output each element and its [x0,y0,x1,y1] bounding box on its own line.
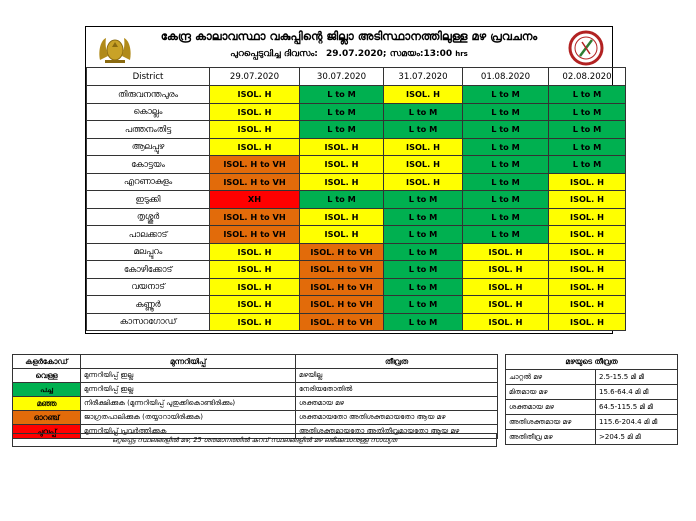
date-column-header: 02.08.2020 [549,68,626,86]
table-row [87,313,626,331]
district-name: പാലക്കാട് [87,226,210,244]
forecast-cell: L to M [384,226,463,244]
intensity-label: മിതമായ മഴ [506,385,596,400]
intensity-range: 15.6-64.4 മി മീ [596,385,678,400]
warning-text: ജാഗ്രതപാലിക്കുക (തയ്യാറായിരിക്കുക) [81,411,296,425]
forecast-cell: ISOL. H [300,156,384,174]
forecast-cell: L to M [549,156,626,174]
district-name: കോഴിക്കോട് [87,261,210,279]
intensity-text: നേരിയതോതിൽ [296,383,498,397]
forecast-cell: ISOL. H [210,261,300,279]
forecast-cell: ISOL. H [210,138,300,156]
intensity-range: 2.5-15.5 മി മീ [596,370,678,385]
table-row [87,296,626,314]
intensity-label: അതിതീവ്ര മഴ [506,430,596,445]
legend-header: തീവ്രത [296,355,498,369]
district-name: എറണാകുളം [87,173,210,191]
forecast-cell: ISOL. H [210,86,300,104]
forecast-cell: ISOL. H to VH [300,296,384,314]
table-row [87,191,626,209]
isolated-note: ഒറ്റപ്പെട്ട സ്ഥലങ്ങളിൽ മഴ, 25 ശതമാനത്തിൽ കുറവ് സ്ഥലങ്ങളിൽ മഴ ലഭിക്കുവാനുള്ള സാധ്യത [12,433,497,447]
forecast-cell: ISOL. H to VH [210,208,300,226]
forecast-cell: ISOL. H [210,313,300,331]
forecast-title: കേന്ദ്ര കാലാവസ്ഥാ വകുപ്പിന്റെ ജില്ലാ അടിസ്ഥാനത്തിലുള്ള മഴ പ്രവചനം [160,29,538,43]
time-value: 13:00 [423,49,453,59]
warning-text: നിരീക്ഷിക്കുക (മുന്നറിയിപ്പ് പുതുക്കികൊണ്ടിരിക്കും) [81,397,296,411]
intensity-row [506,430,678,445]
forecast-cell: ISOL. H [549,243,626,261]
forecast-cell: ISOL. H [384,86,463,104]
forecast-cell: ISOL. H [210,103,300,121]
district-forecast-table [86,67,626,331]
time-label: സമയം: [389,49,424,59]
date-column-header: 29.07.2020 [210,68,300,86]
time-unit: hrs [455,50,468,58]
forecast-cell: ISOL. H to VH [300,278,384,296]
color-code-legend [12,354,498,439]
forecast-cell: L to M [384,278,463,296]
intensity-text: ശക്തമായതോ അതിശക്തമായതോ ആയ മഴ [296,411,498,425]
forecast-cell: ISOL. H [463,313,549,331]
warning-text: മുന്നറിയിപ്പ് ഇല്ല [81,383,296,397]
forecast-cell: L to M [463,103,549,121]
color-code-swatch: മഞ്ഞ [13,397,81,411]
table-row [87,278,626,296]
intensity-row [506,385,678,400]
legend-header: മുന്നറിയിപ്പ് [81,355,296,369]
table-row [87,261,626,279]
intensity-text: ശക്തമായ മഴ [296,397,498,411]
forecast-cell: ISOL. H to VH [300,261,384,279]
date-column-header: 01.08.2020 [463,68,549,86]
forecast-cell: L to M [463,208,549,226]
district-name: തൃശ്ശൂർ [87,208,210,226]
forecast-cell: ISOL. H [210,278,300,296]
imd-logo-icon [568,30,604,66]
forecast-cell: L to M [384,313,463,331]
intensity-label: ശക്തമായ മഴ [506,400,596,415]
forecast-cell: L to M [463,121,549,139]
table-row [87,121,626,139]
district-name: ആലപ്പുഴ [87,138,210,156]
table-row [87,173,626,191]
issued-line [86,49,612,59]
forecast-cell: L to M [300,191,384,209]
table-row [87,138,626,156]
warning-text: മുന്നറിയിപ്പ് ഇല്ല [81,369,296,383]
forecast-cell: ISOL. H [549,226,626,244]
forecast-cell: ISOL. H [384,138,463,156]
forecast-cell: ISOL. H to VH [300,243,384,261]
issued-label: പുറപ്പെടുവിച്ച ദിവസം: [230,49,318,59]
color-code-swatch: വെള്ള [13,369,81,383]
forecast-cell: ISOL. H [549,296,626,314]
district-name: പത്തനംതിട്ട [87,121,210,139]
forecast-cell: L to M [549,138,626,156]
intensity-label: അതിശക്തമായ മഴ [506,415,596,430]
intensity-row [506,400,678,415]
intensity-header: മഴയുടെ തീവ്രത [506,355,678,370]
forecast-cell: L to M [384,208,463,226]
forecast-cell: L to M [463,191,549,209]
forecast-cell: ISOL. H [549,191,626,209]
forecast-cell: L to M [384,121,463,139]
forecast-cell: L to M [384,191,463,209]
legend-row [13,411,498,425]
intensity-text: അതിശക്തമായതോ അതിതീവ്രമായതോ ആയ മഴ [296,425,498,439]
forecast-cell: ISOL. H [549,278,626,296]
district-name: മലപ്പുറം [87,243,210,261]
forecast-cell: ISOL. H [549,313,626,331]
forecast-cell: ISOL. H to VH [210,173,300,191]
table-row [87,208,626,226]
warning-text: മുന്നറിയിപ്പ് പ്രവർത്തിക്കുക [81,425,296,439]
forecast-cell: L to M [384,261,463,279]
forecast-cell: L to M [300,121,384,139]
forecast-cell: L to M [384,103,463,121]
forecast-cell: ISOL. H to VH [300,313,384,331]
legend-row [13,369,498,383]
forecast-cell: ISOL. H [210,243,300,261]
color-code-swatch: പച്ച [13,383,81,397]
table-row [87,103,626,121]
forecast-cell: ISOL. H [384,156,463,174]
color-code-swatch: ചുവപ്പ് [13,425,81,439]
forecast-cell: ISOL. H [210,121,300,139]
forecast-cell: ISOL. H [300,173,384,191]
forecast-cell: L to M [549,86,626,104]
forecast-cell: XH [210,191,300,209]
intensity-row [506,370,678,385]
intensity-range: >204.5 മി മീ [596,430,678,445]
date-column-header: 31.07.2020 [384,68,463,86]
table-row [87,86,626,104]
forecast-cell: ISOL. H [300,208,384,226]
district-name: വയനാട് [87,278,210,296]
legend-header: കളർകോഡ് [13,355,81,369]
rain-intensity-table [505,354,678,445]
forecast-cell: L to M [549,121,626,139]
forecast-cell: ISOL. H [300,226,384,244]
forecast-cell: L to M [384,243,463,261]
forecast-cell: ISOL. H [463,261,549,279]
legend-row [13,383,498,397]
intensity-row [506,415,678,430]
district-name: ഇടുക്കി [87,191,210,209]
forecast-cell: ISOL. H [300,138,384,156]
district-name: കണ്ണൂർ [87,296,210,314]
forecast-cell: ISOL. H to VH [210,226,300,244]
forecast-cell: L to M [463,156,549,174]
district-column-header: District [87,68,210,86]
table-row [87,226,626,244]
forecast-cell: L to M [463,138,549,156]
color-code-swatch: ഓറഞ്ച് [13,411,81,425]
forecast-cell: ISOL. H [463,243,549,261]
table-row [87,156,626,174]
intensity-range: 64.5-115.5 മി മീ [596,400,678,415]
intensity-label: ചാറ്റൽ മഴ [506,370,596,385]
forecast-cell: ISOL. H [210,296,300,314]
forecast-cell: L to M [463,86,549,104]
forecast-cell: ISOL. H [549,261,626,279]
forecast-cell: ISOL. H [384,173,463,191]
date-column-header: 30.07.2020 [300,68,384,86]
forecast-cell: ISOL. H [549,208,626,226]
forecast-cell: ISOL. H [549,173,626,191]
district-name: കാസറഗോഡ് [87,313,210,331]
forecast-header [86,27,612,67]
legend-row [13,397,498,411]
district-name: തിരുവനന്തപുരം [87,86,210,104]
district-name: കൊല്ലം [87,103,210,121]
intensity-header-row [506,355,678,370]
forecast-cell: L to M [463,226,549,244]
forecast-cell: L to M [300,86,384,104]
forecast-cell: L to M [549,103,626,121]
intensity-range: 115.6-204.4 മി മീ [596,415,678,430]
intensity-text: മഴയില്ല [296,369,498,383]
table-header-row [87,68,626,86]
district-name: കോട്ടയം [87,156,210,174]
forecast-cell: ISOL. H [463,296,549,314]
legend-header-row [13,355,498,369]
forecast-cell: L to M [384,296,463,314]
forecast-cell: ISOL. H to VH [210,156,300,174]
issued-date: 29.07.2020; [326,49,387,59]
forecast-cell: L to M [463,173,549,191]
forecast-cell: ISOL. H [463,278,549,296]
forecast-cell: L to M [300,103,384,121]
table-row [87,243,626,261]
